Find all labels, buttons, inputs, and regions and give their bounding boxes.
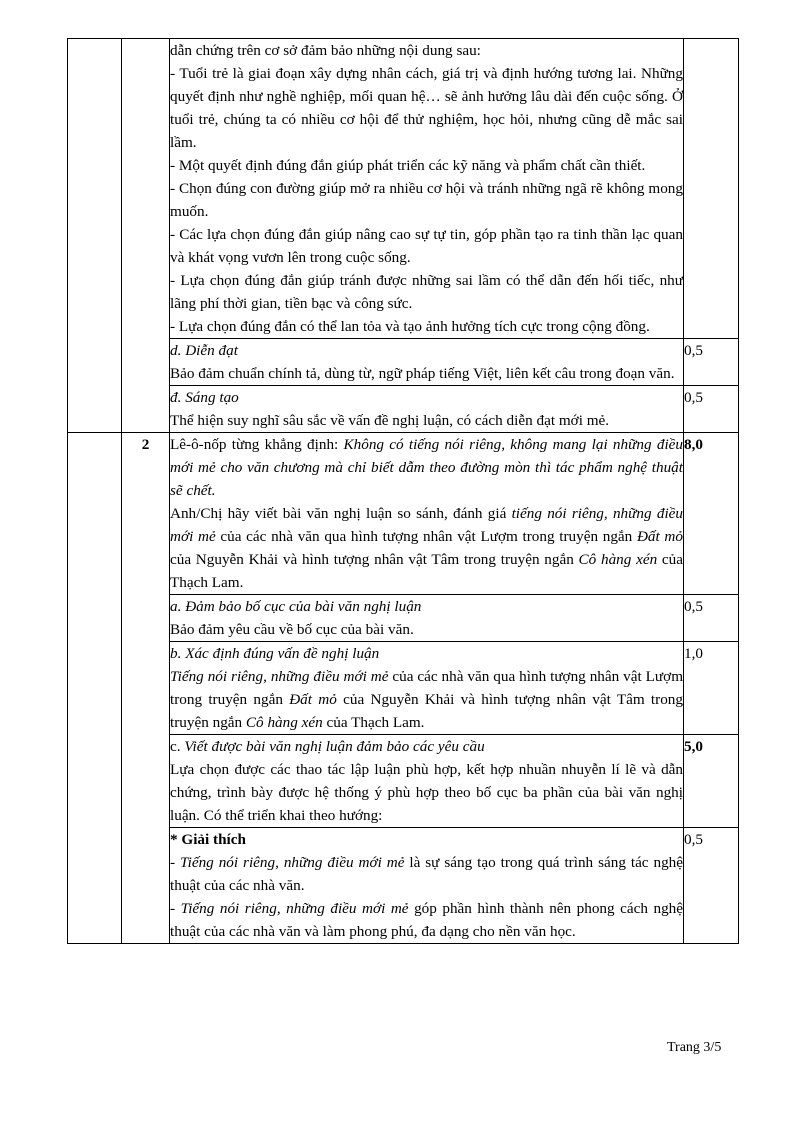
rubric-table <box>67 38 739 944</box>
criterion-heading: c. Viết được bài văn nghị luận đảm bảo các yêu cầu <box>170 738 485 755</box>
text-line: dẫn chứng trên cơ sở đảm bảo những nội dung sau: <box>170 42 481 59</box>
page-number: Trang 3/5 <box>667 1040 722 1055</box>
text-line: - Một quyết định đúng đắn giúp phát triển các kỹ năng và phẩm chất cần thiết. <box>170 157 646 174</box>
text-line: - Chọn đúng con đường giúp mở ra nhiều cơ hội và tránh những ngã rẽ không mong muốn. <box>170 180 683 220</box>
content-cell <box>170 433 684 595</box>
criterion-body: Tiếng nói riêng, những điều mới mẻ của các nhà văn qua hình tượng nhân vật Lượm trong truyện ngắn Đất mỏ của Nguyễn Khải và hình tượng nhân vật Tâm trong truyện ngắn Cô hàng xén của Thạch Lam. <box>170 668 684 731</box>
criterion-body: Bảo đảm yêu cầu về bố cục của bài văn. <box>170 621 414 638</box>
content-cell <box>170 642 684 735</box>
score-cell: 8,0 <box>684 433 739 595</box>
score-cell: 0,5 <box>684 828 739 944</box>
content-cell <box>170 39 684 339</box>
text-line: - Các lựa chọn đúng đắn giúp nâng cao sự tự tin, góp phần tạo ra tinh thần lạc quan và khát vọng vươn lên trong cuộc sống. <box>170 226 683 266</box>
score-cell: 0,5 <box>684 339 739 386</box>
criterion-body: Lựa chọn được các thao tác lập luận phù hợp, kết hợp nhuần nhuyễn lí lẽ và dẫn chứng, trình bày được hệ thống ý phù hợp theo bố cục ba phần của bài văn nghị luận. Có thể triển khai theo hướng: <box>170 761 683 824</box>
content-cell <box>170 828 684 944</box>
score-cell: 0,5 <box>684 595 739 642</box>
criterion-body: - Tiếng nói riêng, những điều mới mẻ là sự sáng tạo trong quá trình sáng tác nghệ thuật của các nhà văn. <box>170 854 684 894</box>
question-number-cell: 2 <box>122 433 170 944</box>
criterion-heading: * Giải thích <box>170 831 246 848</box>
text-line: - Lựa chọn đúng đắn giúp tránh được những sai lầm có thể dẫn đến hối tiếc, như lãng phí thời gian, tiền bạc và công sức. <box>170 272 683 312</box>
score-cell <box>684 39 739 339</box>
question-prompt: Lê-ô-nốp từng khẳng định: Không có tiếng nói riêng, không mang lại những điều mới mẻ cho văn chương mà chỉ biết dẫm theo đường mòn thì tác phẩm nghệ thuật sẽ chết. <box>170 436 683 499</box>
text-line: - Lựa chọn đúng đắn có thể lan tỏa và tạo ảnh hưởng tích cực trong cộng đồng. <box>170 318 650 335</box>
section-cell <box>68 39 122 433</box>
criterion-heading: d. Diễn đạt <box>170 342 238 359</box>
criterion-body: Thể hiện suy nghĩ sâu sắc về vấn đề nghị luận, có cách diễn đạt mới mẻ. <box>170 412 610 429</box>
criterion-body: - Tiếng nói riêng, những điều mới mẻ góp phần hình thành nên phong cách nghệ thuật của các nhà văn và làm phong phú, đa dạng cho nền văn học. <box>170 900 683 940</box>
criterion-heading: đ. Sáng tạo <box>170 389 239 406</box>
question-number-cell <box>122 39 170 433</box>
criterion-heading: a. Đảm bảo bố cục của bài văn nghị luận <box>170 598 422 615</box>
content-cell <box>170 595 684 642</box>
score-cell: 0,5 <box>684 386 739 433</box>
criterion-heading: b. Xác định đúng vấn đề nghị luận <box>170 645 380 662</box>
content-cell <box>170 339 684 386</box>
score-cell: 1,0 <box>684 642 739 735</box>
content-cell <box>170 386 684 433</box>
content-cell <box>170 735 684 828</box>
question-task: Anh/Chị hãy viết bài văn nghị luận so sánh, đánh giá tiếng nói riêng, những điều mới mẻ của các nhà văn qua hình tượng nhân vật Lượm trong truyện ngắn Đất mỏ của Nguyễn Khải và hình tượng nhân vật Tâm trong truyện ngắn Cô hàng xén của Thạch Lam. <box>170 505 683 591</box>
criterion-body: Bảo đảm chuẩn chính tả, dùng từ, ngữ pháp tiếng Việt, liên kết câu trong đoạn văn. <box>170 365 675 382</box>
text-line: - Tuổi trẻ là giai đoạn xây dựng nhân cách, giá trị và định hướng tương lai. Những quyết định như nghề nghiệp, mối quan hệ… sẽ ảnh hưởng lâu dài đến cuộc sống. Ở tuổi trẻ, chúng ta có nhiều cơ hội để thử nghiệm, học hỏi, nhưng cũng dễ mắc sai lầm. <box>170 65 683 151</box>
table-row <box>68 39 739 339</box>
table-row <box>68 433 739 595</box>
section-cell <box>68 433 122 944</box>
score-cell: 5,0 <box>684 735 739 828</box>
